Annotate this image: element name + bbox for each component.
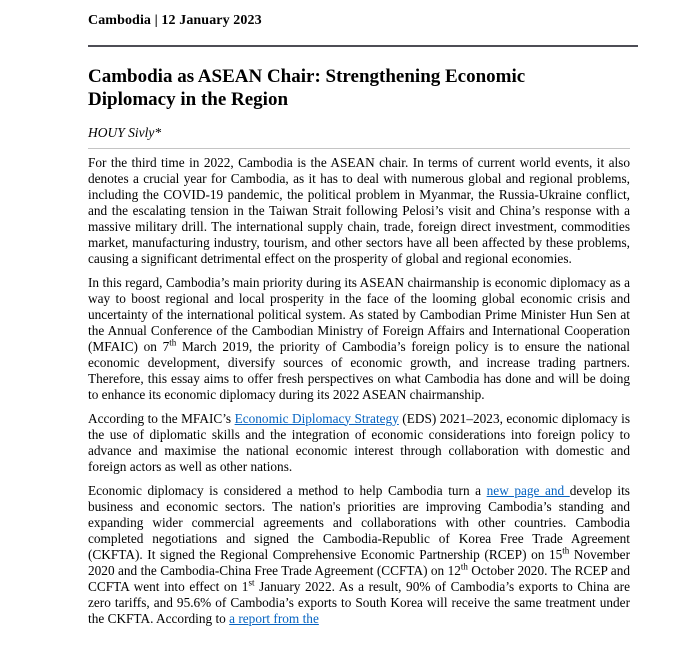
hyperlink[interactable]: a report from the <box>229 610 319 626</box>
body-paragraph-2 <box>88 275 630 403</box>
ordinal-superscript: th <box>460 561 468 572</box>
text-run: October 2020. The RCEP and CCFTA went into effect on 1 <box>88 562 630 594</box>
body-paragraph-1 <box>88 155 630 267</box>
header-rule <box>88 45 638 47</box>
text-run: According to the MFAIC’s <box>88 410 235 426</box>
text-run: Economic diplomacy is considered a method to help Cambodia turn a <box>88 482 487 498</box>
article-title: Cambodia as ASEAN Chair: Strengthening Economic Diplomacy in the Region <box>88 65 526 110</box>
hyperlink[interactable]: Economic Diplomacy Strategy <box>234 410 399 426</box>
text-run: (EDS) 2021–2023, economic diplomacy is the use of diplomatic skills and the integration of economic considerations into foreign policy to advance and maximise the national economic interest through collaboration with domestic and foreign actors as well as other nations. <box>88 410 631 474</box>
text-run: November 2020 and the Cambodia-China Free Trade Agreement (CCFTA) on 12 <box>88 546 631 578</box>
text-run: develop its business and economic sectors. The nation's priorities are improving Cambodia’s standing and expanding wider commercial agreements and collaborations with other countries. Cambodia completed negotiations and signed the Cambodia-Republic of Korea Free Trade Agreement (CKFTA). It signed the Regional Comprehensive Economic Partnership (RCEP) on 15 <box>88 482 630 562</box>
ordinal-superscript: th <box>169 337 177 348</box>
body-paragraph-4 <box>88 483 630 627</box>
text-run: For the third time in 2022, Cambodia is the ASEAN chair. In terms of current world events, it also denotes a crucial year for Cambodia, as it has to deal with numerous global and regional problems, including the COVID-19 pandemic, the political problem in Myanmar, the Russia-Ukraine conflict, and the escalating tension in the Taiwan Strait following Pelosi’s visit and China’s response with a massive military drill. The international supply chain, trade, foreign direct investment, commodities market, manufacturing industry, tourism, and other sectors have all been affected by these problems, causing a significant detrimental effect on the prosperity of global and regional economies. <box>88 154 630 266</box>
text-run: January 2022. As a result, 90% of Cambodia’s exports to China are zero tariffs, and 95.6% of Cambodia’s exports to South Korea will receive the same treatment under the CKFTA. According to <box>88 578 630 626</box>
document-header <box>88 12 630 149</box>
ordinal-superscript: th <box>562 545 570 556</box>
article-body <box>88 155 630 627</box>
hyperlink[interactable]: new page and <box>486 482 570 498</box>
body-paragraph-3 <box>88 411 630 475</box>
ordinal-superscript: st <box>248 577 255 588</box>
author-byline: HOUY Sivly* <box>88 124 162 140</box>
byline-rule <box>88 148 630 149</box>
text-run: In this regard, Cambodia’s main priority during its ASEAN chairmanship is economic diplomacy as a way to boost regional and local prosperity in the face of the looming global economic crisis and uncertainty of the international political system. As stated by Cambodian Prime Minister Hun Sen at the Annual Conference of the Cambodian Ministry of Foreign Affairs and International Cooperation (MFAIC) on 7 <box>88 274 630 354</box>
dateline-kicker: Cambodia | 12 January 2023 <box>88 13 262 28</box>
text-run: March 2019, the priority of Cambodia’s foreign policy is to ensure the national economic development, diversify sources of economic growth, and increase trading partners. Therefore, this essay aims to offer fresh perspectives on what Cambodia has done and will be doing to enhance its economic diplomacy during its 2022 ASEAN chairmanship. <box>88 338 630 402</box>
